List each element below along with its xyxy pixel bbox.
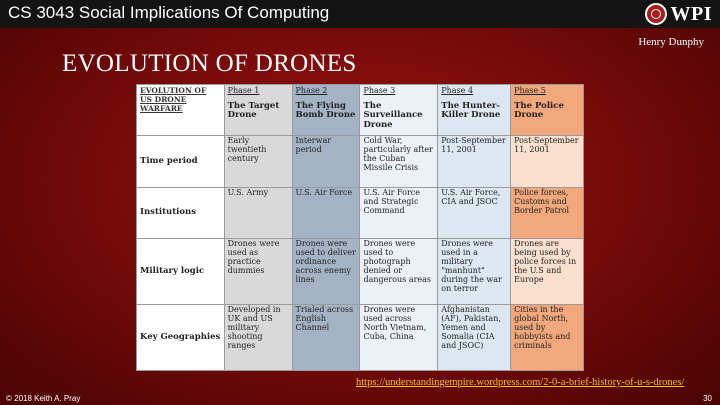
phase-name: The Police Drone [514, 100, 564, 121]
table-cell: Trialed across English Channel [292, 305, 360, 371]
slide-author: Henry Dunphy [638, 36, 704, 48]
table-corner-header [137, 85, 225, 136]
table-cell: Post-September 11, 2001 [438, 136, 511, 187]
table-row [137, 187, 584, 238]
drone-evolution-table [136, 84, 584, 371]
slide-title: EVOLUTION OF DRONES [62, 50, 357, 77]
table-cell: U.S. Air Force, CIA and JSOC [438, 187, 511, 238]
table-cell: Cities in the global North, used by hobbyists and criminals [511, 305, 584, 371]
table-cell: Drones were used to photograph denied or dangerous areas [360, 239, 438, 305]
phase-name: The Flying Bomb Drone [295, 100, 356, 121]
table-cell: Drones were used to deliver ordinance across enemy lines [292, 239, 360, 305]
row-label: Military logic [137, 239, 225, 305]
phase-name: The Target Drone [227, 100, 280, 121]
table-cell: Police forces, Customs and Border Patrol [511, 187, 584, 238]
row-label: Key Geographies [137, 305, 225, 371]
table-cell: Drones are being used by police forces in the U.S and Europe [511, 239, 584, 305]
wpi-logo [645, 3, 713, 25]
table-cell: U.S. Air Force and Strategic Command [360, 187, 438, 238]
table-row [137, 305, 584, 371]
wpi-logo-text: WPI [670, 2, 712, 25]
course-title: CS 3043 Social Implications Of Computing [8, 3, 330, 22]
phase-name: The Hunter-Killer Drone [441, 100, 501, 121]
table-cell: Developed in UK and US military shooting ranges [224, 305, 292, 371]
phase-label: Phase 5 [514, 86, 546, 95]
row-label: Time period [137, 136, 225, 187]
footer-copyright: © 2018 Keith A. Pray [6, 394, 81, 403]
phase-label: Phase 4 [441, 86, 474, 95]
table-cell: Early twentieth century [224, 136, 292, 187]
phase-label: Phase 1 [227, 86, 260, 95]
table-cell: Drones were used in a military "manhunt" during the war on terror [438, 239, 511, 305]
table-row [137, 239, 584, 305]
phase-header-4 [438, 85, 511, 136]
table-row [137, 136, 584, 187]
corner-header-text: EVOLUTION OF US DRONE WARFARE [140, 86, 207, 113]
table-cell: Cold War, particularly after the Cuban Missile Crisis [360, 136, 438, 187]
top-bar [0, 0, 720, 28]
table-cell: U.S. Army [224, 187, 292, 238]
wpi-seal-icon [645, 3, 667, 25]
table-cell: Drones were used across North Vietnam, Cuba, China [360, 305, 438, 371]
phase-label: Phase 2 [295, 86, 328, 95]
table-cell: Interwar period [292, 136, 360, 187]
phase-name: The Surveillance Drone [363, 100, 423, 130]
phase-label: Phase 3 [363, 86, 396, 95]
table-cell: U.S. Air Force [292, 187, 360, 238]
table-cell: Post-September 11, 2001 [511, 136, 584, 187]
phase-header-2 [292, 85, 360, 136]
source-link[interactable]: https://understandingempire.wordpress.com/2-0-a-brief-history-of-u-s-drones/ [356, 377, 685, 388]
phase-header-5 [511, 85, 584, 136]
phase-header-1 [224, 85, 292, 136]
drone-evolution-table-image [136, 84, 584, 371]
page-number: 30 [703, 394, 712, 403]
table-cell: Afghanistan (AF), Pakistan, Yemen and Somalia (CIA and JSOC) [438, 305, 511, 371]
table-cell: Drones were used as practice dummies [224, 239, 292, 305]
row-label: Institutions [137, 187, 225, 238]
phase-header-3 [360, 85, 438, 136]
